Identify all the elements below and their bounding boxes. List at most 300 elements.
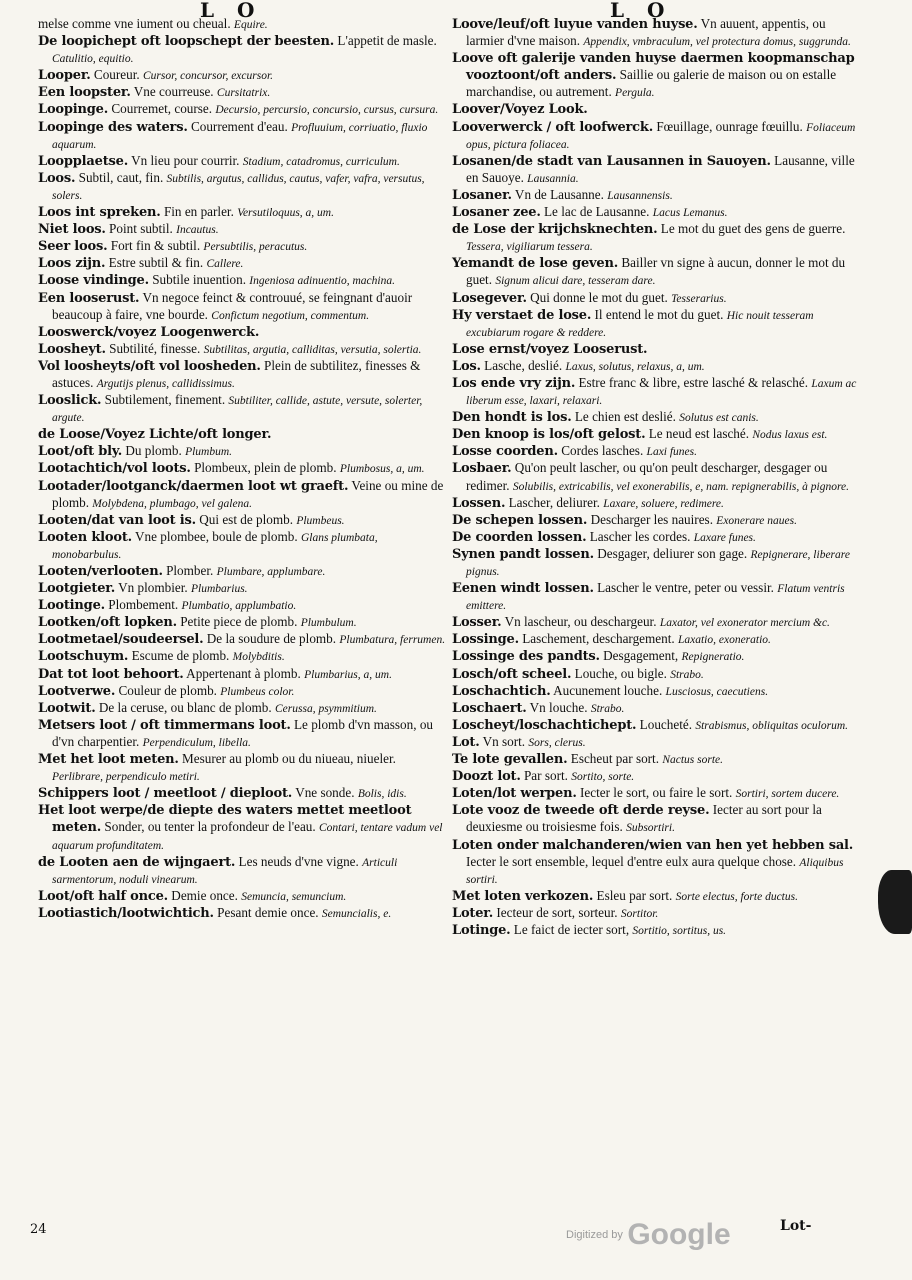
- headword: Lootverwe.: [38, 683, 116, 699]
- french-gloss: Lasche, deslié.: [484, 357, 563, 373]
- dictionary-entry: [38, 717, 448, 751]
- headword: Loot/oft bly.: [38, 444, 123, 460]
- dictionary-entry: [38, 204, 448, 221]
- dictionary-entry: [38, 478, 448, 512]
- french-gloss: Vn negoce feinct & controuué, se feingnant d'auoir beaucoup à faire, vne bourde.: [52, 289, 413, 322]
- french-gloss: L'appetit de masle.: [337, 33, 437, 49]
- latin-gloss: Lacus Lemanus.: [652, 207, 728, 220]
- headword: Loot/oft half once.: [38, 888, 168, 904]
- dictionary-entry: [452, 734, 862, 751]
- french-gloss: Demie once.: [171, 887, 238, 903]
- latin-gloss: Contari, tentare vadum vel aquarum profunditatem.: [52, 822, 443, 852]
- headword: De coorden lossen.: [452, 529, 587, 545]
- headword: Losaner.: [452, 187, 512, 203]
- latin-gloss: Profluuium, corriuatio, fluxio aquarum.: [52, 121, 428, 151]
- headword: Loten/lot werpen.: [452, 786, 577, 802]
- headword: Loos int spreken.: [38, 205, 161, 221]
- dictionary-entry: [38, 888, 448, 905]
- dictionary-entry: [38, 16, 448, 33]
- latin-gloss: Equire.: [233, 19, 268, 31]
- latin-gloss: Laxare, soluere, redimere.: [603, 497, 724, 510]
- french-gloss: Aucunement louche.: [553, 682, 663, 698]
- latin-gloss: Semuncialis, e.: [321, 907, 392, 920]
- dictionary-entry: [452, 700, 862, 717]
- latin-gloss: Subtilitas, argutia, calliditas, versutia, solertia.: [203, 343, 422, 356]
- headword: Looten/verlooten.: [38, 564, 163, 579]
- dictionary-entry: [38, 785, 448, 802]
- dictionary-entry: [38, 33, 448, 67]
- latin-gloss: Lausannensis.: [607, 189, 673, 202]
- dictionary-entry: [452, 580, 862, 614]
- french-gloss: Plombement.: [108, 597, 179, 613]
- running-head-left: L O: [200, 0, 263, 22]
- headword: Hy verstaet de lose.: [452, 307, 592, 323]
- headword: Losanen/de stadt van Lausannen in Sauoyen.: [452, 153, 771, 169]
- headword: Synen pandt lossen.: [452, 546, 594, 562]
- latin-gloss: Hic nouit tesseram excubiarum rogare & reddere.: [466, 309, 814, 339]
- dictionary-entry: [38, 67, 448, 84]
- latin-gloss: Sortiri, sortem ducere.: [735, 788, 840, 801]
- latin-gloss: Repigneratio.: [681, 651, 745, 664]
- headword: Lootmetael/soudeersel.: [38, 632, 204, 648]
- french-gloss: Vn auuent, appentis, ou larmier d'vne maison.: [466, 16, 826, 49]
- french-gloss: Estre subtil & fin.: [108, 255, 204, 271]
- headword: Yemandt de lose geven.: [452, 256, 619, 272]
- latin-gloss: Tesserarius.: [671, 292, 727, 305]
- latin-gloss: Subtiliter, callide, astute, versute, solerter, argute.: [52, 395, 423, 425]
- headword: Dat tot loot behoort.: [38, 666, 184, 682]
- french-gloss: Sonder, ou tenter la profondeur de l'eau.: [104, 819, 316, 835]
- dictionary-entry: [38, 238, 448, 255]
- latin-gloss: Persubtilis, peracutus.: [203, 241, 308, 254]
- dictionary-entry: [452, 409, 862, 426]
- headword: Doozt lot.: [452, 769, 521, 785]
- french-gloss: Lascher, deliurer.: [508, 494, 600, 510]
- dictionary-entry: [38, 170, 448, 204]
- page-number: 24: [30, 1222, 47, 1237]
- headword: Seer loos.: [38, 239, 108, 255]
- french-gloss: Fort fin & subtil.: [110, 238, 201, 254]
- french-gloss: Appertenant à plomb.: [186, 665, 301, 681]
- latin-gloss: Tessera, vigiliarum tessera.: [466, 241, 593, 254]
- latin-gloss: Solutus est canis.: [679, 412, 759, 425]
- french-gloss: Loucheté.: [639, 716, 693, 732]
- headword: Te lote gevallen.: [452, 752, 568, 768]
- french-gloss: Esleu par sort.: [596, 887, 673, 903]
- french-gloss: De la ceruse, ou blanc de plomb.: [98, 699, 272, 715]
- latin-gloss: Perlibrare, perpendiculo metiri.: [52, 771, 200, 784]
- french-gloss: Lascher le ventre, peter ou vessir.: [597, 580, 774, 596]
- latin-gloss: Plumbare, applumbare.: [216, 566, 326, 578]
- dictionary-entry: [38, 529, 448, 563]
- ink-blot: [878, 870, 912, 934]
- french-gloss: Subtil, caut, fin.: [78, 169, 164, 185]
- french-gloss: Vn plombier.: [118, 580, 188, 596]
- dictionary-entry: [38, 597, 448, 614]
- latin-gloss: Plumbatio, applumbatio.: [181, 600, 297, 613]
- headword: Schippers loot / meetloot / dieploot.: [38, 786, 293, 802]
- french-gloss: Estre franc & libre, estre lasché & relasché.: [578, 374, 809, 390]
- french-gloss: Vn lascheur, ou deschargeur.: [504, 614, 657, 630]
- latin-gloss: Strabismus, obliquitas oculorum.: [695, 719, 849, 732]
- watermark-google: Google: [627, 1218, 731, 1251]
- headword: Eenen windt lossen.: [452, 581, 594, 597]
- latin-gloss: Sortitio, sortitus, us.: [632, 924, 727, 937]
- dictionary-entry: [38, 700, 448, 717]
- dictionary-entry: [452, 187, 862, 204]
- headword: Lootiastich/lootwichtich.: [38, 905, 214, 921]
- headword: Den hondt is los.: [452, 410, 572, 426]
- latin-gloss: Glans plumbata, monobarbulus.: [52, 531, 378, 561]
- latin-gloss: Sortito, sorte.: [571, 771, 635, 784]
- dictionary-entry: [38, 221, 448, 238]
- right-column: [452, 16, 862, 939]
- headword: Losch/oft scheel.: [452, 666, 572, 682]
- french-gloss: Lascher les cordes.: [589, 528, 691, 544]
- dictionary-entry: [38, 443, 448, 460]
- latin-gloss: Incautus.: [176, 224, 219, 237]
- dictionary-entry: [452, 631, 862, 648]
- french-gloss: Coureur.: [93, 67, 140, 83]
- headword: Looten kloot.: [38, 529, 132, 545]
- latin-gloss: Bolis, idis.: [357, 788, 407, 801]
- dictionary-entry: [452, 683, 862, 700]
- headword: Loos zijn.: [38, 256, 106, 272]
- dictionary-entry: [38, 153, 448, 170]
- headword: de Lose der krijchsknechten.: [452, 222, 658, 238]
- french-gloss: Iecter le sort ensemble, lequel d'entre eulx aura quelque chose.: [466, 853, 797, 869]
- dictionary-entry: [38, 751, 448, 785]
- latin-gloss: Plumbosus, a, um.: [339, 463, 425, 476]
- latin-gloss: Strabo.: [670, 668, 704, 681]
- french-gloss: Plombeux, plein de plomb.: [194, 460, 337, 476]
- french-gloss: Lausanne, ville en Sauoye.: [466, 152, 855, 185]
- latin-gloss: Solubilis, extricabilis, vel exonerabilis, e, nam. repignerabilis, à pignore.: [512, 480, 849, 493]
- french-gloss: Couleur de plomb.: [118, 682, 217, 698]
- french-gloss: Subtile inuention.: [152, 272, 246, 288]
- dictionary-entry: [452, 101, 862, 118]
- french-gloss: Le lac de Lausanne.: [544, 204, 650, 220]
- dictionary-entry: [452, 922, 862, 939]
- latin-gloss: Perpendiculum, libella.: [142, 736, 251, 749]
- dictionary-entry: [452, 16, 862, 50]
- dictionary-entry: [38, 460, 448, 477]
- headword: Lose ernst/voyez Looserust.: [452, 341, 648, 357]
- dictionary-entry: [452, 802, 862, 836]
- headword: Loter.: [452, 905, 494, 921]
- french-gloss: Louche, ou bigle.: [574, 665, 667, 681]
- french-gloss: Vn sort.: [482, 733, 526, 749]
- latin-gloss: Catulitio, equitio.: [52, 53, 134, 66]
- dictionary-entry: [38, 614, 448, 631]
- latin-gloss: Cursitatrix.: [216, 87, 271, 100]
- dictionary-entry: [452, 290, 862, 307]
- latin-gloss: Lausannia.: [527, 172, 579, 185]
- headword: Loten onder malchanderen/wien van hen yet hebben sal.: [452, 837, 854, 853]
- dictionary-entry: [452, 837, 862, 888]
- latin-gloss: Sors, clerus.: [528, 736, 586, 749]
- dictionary-entry: [38, 101, 448, 118]
- headword: Los.: [452, 358, 481, 374]
- headword: Loopplaetse.: [38, 153, 129, 169]
- latin-gloss: Sorte electus, forte ductus.: [675, 890, 798, 903]
- latin-gloss: Cerussa, psymmitium.: [275, 702, 377, 715]
- headword: de Loose/Voyez Lichte/oft longer.: [38, 427, 272, 443]
- french-gloss: Fin en parler.: [163, 204, 234, 220]
- headword: Vol loosheyts/oft vol loosheden.: [38, 358, 261, 374]
- headword: Looverwerck / oft loofwerck.: [452, 119, 654, 135]
- headword: Losse coorden.: [452, 444, 558, 460]
- latin-gloss: Signum alicui dare, tesseram dare.: [495, 275, 656, 288]
- google-watermark: [566, 1218, 731, 1252]
- headword: Looslick.: [38, 393, 102, 409]
- dictionary-entry: [38, 324, 448, 341]
- french-gloss: Le mot du guet des gens de guerre.: [660, 221, 846, 237]
- headword: Loove/leuf/oft luyue vanden huyse.: [452, 17, 698, 32]
- left-column: [38, 16, 448, 922]
- dictionary-entry: [38, 426, 448, 443]
- french-gloss: Courrement d'eau.: [190, 118, 288, 134]
- headword: Lootachtich/vol loots.: [38, 461, 191, 477]
- headword: Lootinge.: [38, 598, 105, 614]
- headword: Loosheyt.: [38, 341, 106, 357]
- latin-gloss: Molybditis.: [232, 651, 285, 664]
- french-gloss: Point subtil.: [109, 221, 173, 237]
- dictionary-entry: [452, 460, 862, 494]
- watermark-digitized-by: Digitized by: [566, 1229, 623, 1241]
- latin-gloss: Subtilis, argutus, callidus, cautus, vafer, vafra, versutus, solers.: [52, 172, 425, 202]
- headword: Losser.: [452, 615, 502, 631]
- headword: Los ende vry zijn.: [452, 375, 576, 391]
- french-gloss: Qui est de plomb.: [199, 511, 294, 527]
- french-gloss: Vne plombee, boule de plomb.: [135, 528, 298, 544]
- french-gloss: Vn lieu pour courrir.: [131, 152, 240, 168]
- dictionary-entry: [452, 546, 862, 580]
- french-gloss: Fœuillage, ounrage fœuillu.: [656, 118, 803, 134]
- french-gloss: Qu'on peult lascher, ou qu'on peult descharger, desgager ou redimer.: [466, 460, 828, 493]
- french-gloss: Qui donne le mot du guet.: [530, 289, 668, 305]
- french-gloss: Desgager, deliurer son gage.: [597, 545, 748, 561]
- dictionary-entry: [38, 255, 448, 272]
- dictionary-entry: [38, 631, 448, 648]
- dictionary-entry: [452, 255, 862, 289]
- headword: Lootschuym.: [38, 649, 129, 665]
- latin-gloss: Confictum negotium, commentum.: [211, 309, 370, 322]
- headword: Lossinge.: [452, 632, 519, 648]
- french-gloss: Subtilement, finement.: [104, 392, 226, 408]
- french-gloss: Descharger les nauires.: [590, 511, 713, 527]
- dictionary-entry: [38, 580, 448, 597]
- french-gloss: Le neud est lasché.: [648, 426, 750, 442]
- french-gloss: Veine ou mine de plomb.: [52, 477, 444, 510]
- french-gloss: Vn louche.: [529, 699, 588, 715]
- dictionary-entry: [452, 153, 862, 187]
- headword: Metsers loot / oft timmermans loot.: [38, 717, 291, 733]
- running-head-right: L O: [610, 0, 673, 22]
- french-gloss: Escume de plomb.: [131, 648, 230, 664]
- headword: Loschachtich.: [452, 683, 551, 699]
- latin-gloss: Callere.: [206, 258, 244, 271]
- latin-gloss: Semuncia, semuncium.: [241, 890, 347, 903]
- latin-gloss: Aliquibus sortiri.: [466, 856, 844, 886]
- french-gloss: Vne sonde.: [295, 785, 355, 801]
- headword: De loopichept oft loopschept der beesten.: [38, 34, 335, 50]
- latin-gloss: Laxum ac liberum esse, laxari, relaxari.: [466, 377, 857, 408]
- dictionary-entry: [38, 854, 448, 888]
- latin-gloss: Plumbulum.: [300, 617, 357, 630]
- latin-gloss: Strabo.: [590, 702, 625, 715]
- dictionary-entry: [452, 785, 862, 802]
- french-gloss: Les neuds d'vne vigne.: [238, 853, 359, 869]
- headword: Loscheyt/loschachtichept.: [452, 717, 637, 733]
- dictionary-entry: [452, 905, 862, 922]
- dictionary-entry: [452, 307, 862, 341]
- latin-gloss: Stadium, catadromus, curriculum.: [242, 155, 400, 168]
- french-gloss: Plomber.: [166, 563, 214, 578]
- headword: Met loten verkozen.: [452, 888, 594, 904]
- headword: Loos.: [38, 170, 76, 186]
- latin-gloss: Laxi funes.: [646, 446, 698, 459]
- latin-gloss: Laxus, solutus, relaxus, a, um.: [565, 360, 705, 373]
- latin-gloss: Repignerare, liberare pignus.: [466, 548, 850, 578]
- latin-gloss: Molybdena, plumbago, vel galena.: [92, 497, 252, 510]
- latin-gloss: Subsortiri.: [626, 822, 675, 835]
- latin-gloss: Plumbeus color.: [220, 685, 295, 698]
- headword: Loose vindinge.: [38, 273, 149, 289]
- dictionary-entry: [38, 290, 448, 324]
- latin-gloss: Pergula.: [615, 87, 655, 100]
- dictionary-entry: [452, 221, 862, 255]
- dictionary-entry: [452, 375, 862, 409]
- headword: Loopinge.: [38, 102, 109, 118]
- headword: Losbaer.: [452, 461, 512, 477]
- french-gloss: Vne courreuse.: [133, 84, 214, 100]
- latin-gloss: Nactus sorte.: [662, 754, 724, 767]
- headword: Loover/Voyez Look.: [452, 102, 588, 118]
- french-gloss: Desgagement,: [603, 648, 679, 664]
- dictionary-entry: [452, 426, 862, 443]
- dictionary-entry: [452, 648, 862, 665]
- french-gloss: Iecteur de sort, sorteur.: [496, 904, 618, 920]
- french-gloss: Subtilité, finesse.: [109, 340, 201, 356]
- latin-gloss: Plumbeus.: [296, 514, 345, 527]
- french-gloss: Saillie ou galerie de maison ou on estalle marchandise, ou autrement.: [466, 67, 837, 100]
- latin-gloss: Laxatio, exoneratio.: [677, 634, 771, 647]
- headword: Met het loot meten.: [38, 752, 179, 768]
- dictionary-entry: [452, 495, 862, 512]
- dictionary-entry: [38, 563, 448, 580]
- latin-gloss: Decursio, percursio, concursio, cursus, cursura.: [215, 104, 439, 117]
- latin-gloss: Versutiloquus, a, um.: [237, 207, 334, 220]
- french-gloss: Iecter le sort, ou faire le sort.: [579, 785, 733, 801]
- headword: Loschaert.: [452, 700, 527, 716]
- french-gloss: Le faict de iecter sort,: [513, 921, 630, 937]
- french-gloss: Il entend le mot du guet.: [594, 306, 724, 322]
- headword: Loove oft galerije vanden huyse daermen koopmanschap vooztoont/oft anders.: [452, 51, 855, 84]
- dictionary-entry: [38, 802, 448, 853]
- french-gloss: Bailler vn signe à aucun, donner le mot du guet.: [466, 255, 846, 288]
- headword: De schepen lossen.: [452, 512, 588, 528]
- dictionary-entry: [452, 751, 862, 768]
- dictionary-entry: [452, 358, 862, 375]
- latin-gloss: Plumbarius.: [191, 583, 248, 596]
- french-gloss: Laschement, deschargement.: [522, 631, 675, 647]
- latin-gloss: Appendix, vmbraculum, vel protectura domus, suggrunda.: [583, 36, 851, 49]
- latin-gloss: Foliaceum opus, pictura foliacea.: [466, 121, 856, 151]
- headword: Lootgieter.: [38, 581, 116, 597]
- headword: Lossen.: [452, 495, 506, 511]
- french-gloss: Escheut par sort.: [570, 751, 660, 767]
- headword: Een loopster.: [38, 85, 131, 101]
- catchword: Lot-: [780, 1218, 812, 1234]
- dictionary-entry: [38, 272, 448, 289]
- latin-gloss: Plumbatura, ferrumen.: [339, 634, 446, 647]
- dictionary-entry: [38, 358, 448, 392]
- french-gloss: De la soudure de plomb.: [206, 631, 337, 647]
- dictionary-entry: [38, 84, 448, 101]
- latin-gloss: Argutijs plenus, callidissimus.: [96, 377, 235, 390]
- french-gloss: Iecter au sort pour la deuxiesme ou troisiesme fois.: [466, 802, 822, 835]
- french-gloss: Courremet, course.: [111, 101, 213, 117]
- latin-gloss: Exonerare naues.: [716, 514, 797, 527]
- dictionary-entry: [452, 614, 862, 631]
- latin-gloss: Plumbarius, a, um.: [304, 668, 392, 681]
- french-gloss: Par sort.: [523, 768, 568, 784]
- french-gloss: Le chien est deslié.: [574, 409, 676, 425]
- french-gloss: Le plomb d'vn masson, ou d'vn charpentier.: [52, 716, 434, 749]
- headword: Lossinge des pandts.: [452, 649, 600, 665]
- dictionary-entry: [452, 512, 862, 529]
- headword: de Looten aen de wijngaert.: [38, 854, 236, 870]
- latin-gloss: Nodus laxus est.: [752, 429, 828, 442]
- headword: Losaner zee.: [452, 205, 541, 221]
- dictionary-entry: [38, 119, 448, 153]
- headword: Looswerck/voyez Loogenwerck.: [38, 324, 260, 340]
- latin-gloss: Cursor, concursor, excursor.: [143, 70, 274, 83]
- dictionary-entry: [38, 683, 448, 700]
- dictionary-entry: [38, 341, 448, 358]
- dictionary-entry: [452, 50, 862, 101]
- dictionary-entry: [38, 905, 448, 922]
- french-gloss: Vn de Lausanne.: [514, 186, 604, 202]
- headword: Losegever.: [452, 290, 527, 306]
- latin-gloss: Flatum ventris emittere.: [466, 583, 845, 613]
- dictionary-entry: [452, 888, 862, 905]
- french-gloss: melse comme vne iument ou cheual.: [38, 16, 231, 31]
- headword: Lote vooz de tweede oft derde reyse.: [452, 803, 710, 819]
- latin-gloss: Sortitor.: [620, 907, 659, 920]
- headword: Loopinge des waters.: [38, 119, 188, 135]
- dictionary-entry: [452, 666, 862, 683]
- dictionary-entry: [38, 648, 448, 665]
- dictionary-entry: [452, 768, 862, 785]
- headword: Een looserust.: [38, 290, 140, 306]
- latin-gloss: Articuli sarmentorum, noduli vinearum.: [52, 856, 398, 886]
- headword: Het loot werpe/de diepte des waters mettet meetloot meten.: [38, 803, 412, 836]
- dictionary-entry: [452, 341, 862, 358]
- dictionary-entry: [38, 512, 448, 529]
- dictionary-entry: [452, 443, 862, 460]
- french-gloss: Pesant demie once.: [217, 904, 319, 920]
- headword: Den knoop is los/oft gelost.: [452, 427, 646, 443]
- dictionary-entry: [452, 204, 862, 221]
- headword: Lotinge.: [452, 922, 511, 938]
- dictionary-entry: [452, 529, 862, 546]
- headword: Niet loos.: [38, 222, 106, 238]
- french-gloss: Petite piece de plomb.: [180, 614, 298, 630]
- dictionary-entry: [38, 666, 448, 683]
- french-gloss: Cordes lasches.: [561, 443, 644, 459]
